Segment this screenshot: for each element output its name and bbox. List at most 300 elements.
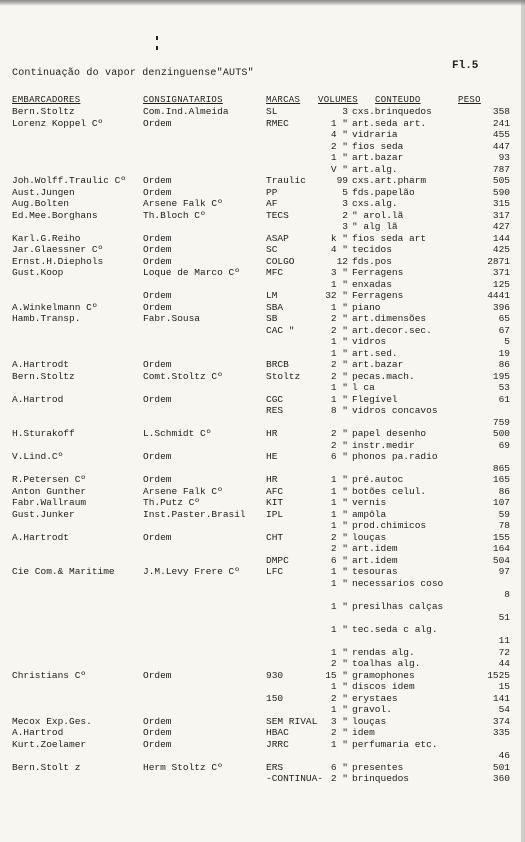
volumes-cell: 1 " xyxy=(330,152,348,163)
table-row xyxy=(0,187,525,198)
shipper-cell: Aust.Jungen xyxy=(12,186,75,198)
volumes-cell: 4 " xyxy=(330,129,348,140)
consignee-cell: Ordem xyxy=(143,531,172,543)
volumes-cell: 4 " xyxy=(330,244,348,255)
marks-cell: RES xyxy=(266,405,284,416)
marks-cell: AF xyxy=(266,198,278,209)
shipper-cell: A.Hartrodt xyxy=(12,531,70,543)
consignee-cell: Com.Ind.Almeida xyxy=(143,106,229,117)
weight-cell: 86 xyxy=(498,359,510,370)
volumes-cell: 2 " xyxy=(330,313,348,324)
table-row xyxy=(0,589,525,600)
consignee-cell: Ordem xyxy=(143,186,172,198)
weight-cell: 501 xyxy=(492,761,510,773)
contents-cell: louças xyxy=(352,531,387,543)
table-row xyxy=(0,152,525,163)
volumes-cell: 1 " xyxy=(330,704,348,715)
table-row xyxy=(0,543,525,554)
contents-cell: cxs.alg. xyxy=(352,198,398,209)
marks-cell: HBAC xyxy=(266,727,289,738)
marks-cell: CHT xyxy=(266,531,284,543)
contents-cell: art.dimensões xyxy=(352,313,427,324)
table-row xyxy=(0,106,525,117)
weight-cell: 65 xyxy=(498,313,510,324)
weight-cell: 44 xyxy=(498,658,510,669)
shipper-cell: H.Sturakoff xyxy=(12,428,75,439)
volumes-cell: V " xyxy=(330,163,348,175)
marks-cell: CAC " xyxy=(266,324,295,336)
table-row xyxy=(0,670,525,681)
volumes-cell: 8 " xyxy=(330,405,348,416)
consignee-cell: L.Schmidt Cº xyxy=(143,428,212,439)
contents-cell: pré.autoc xyxy=(352,474,404,485)
weight-cell: 164 xyxy=(492,543,510,554)
contents-cell: art.alg. xyxy=(352,163,398,175)
shipper-cell: Fabr.Wallraum xyxy=(12,497,87,508)
shipper-cell: R.Petersen Cº xyxy=(12,474,87,485)
volumes-cell: 5 xyxy=(342,186,348,198)
volumes-cell: 1 " xyxy=(330,382,348,393)
contents-cell: vernis xyxy=(352,497,387,508)
table-row xyxy=(0,256,525,267)
volumes-cell: 1 " xyxy=(330,681,348,692)
shipper-cell: V.Lind.Cº xyxy=(12,451,64,462)
weight-cell: 107 xyxy=(492,497,510,508)
contents-cell: gramophones xyxy=(352,669,415,681)
weight-cell: 51 xyxy=(498,612,510,623)
weight-cell: 46 xyxy=(498,750,510,761)
table-row xyxy=(0,647,525,658)
volumes-cell: 2 xyxy=(342,209,348,221)
contents-cell: brinquedos xyxy=(352,773,410,784)
contents-cell: " alg lã xyxy=(352,221,398,232)
marks-cell: BRCB xyxy=(266,359,289,370)
consignee-cell: Ordem xyxy=(143,244,172,255)
marks-cell: 930 xyxy=(266,669,284,681)
weight-cell: 141 xyxy=(492,692,510,704)
col-header-weight: PESO xyxy=(458,95,481,105)
weight-cell: 447 xyxy=(492,140,510,152)
col-header-contents: CONTEUDO xyxy=(375,95,421,105)
contents-cell: tesouras xyxy=(352,566,398,577)
marks-cell: HR xyxy=(266,428,278,439)
table-row xyxy=(0,175,525,186)
shipper-cell: Ernst.H.Diephols xyxy=(12,255,104,267)
consignee-cell: Inst.Paster.Brasil xyxy=(143,508,246,520)
shipper-cell: Karl.G.Reiho xyxy=(12,232,81,244)
contents-cell: vidros xyxy=(352,336,387,347)
table-row xyxy=(0,474,525,485)
volumes-cell: 6 " xyxy=(330,554,348,566)
table-row xyxy=(0,336,525,347)
volumes-cell: 1 " xyxy=(330,520,348,531)
consignee-cell: Ordem xyxy=(143,474,172,485)
volumes-cell: 2 " xyxy=(330,359,348,370)
marks-cell: ERS xyxy=(266,761,284,773)
table-row xyxy=(0,394,525,405)
consignee-cell: Fabr.Sousa xyxy=(143,313,201,324)
table-row xyxy=(0,210,525,221)
volumes-cell: 1 " xyxy=(330,508,348,520)
table-row xyxy=(0,348,525,359)
contents-cell: phonos pa.radio xyxy=(352,451,438,462)
volumes-cell: 2 " xyxy=(330,324,348,336)
table-row xyxy=(0,750,525,761)
volumes-cell: 2 " xyxy=(330,773,348,784)
weight-cell: 374 xyxy=(492,715,510,727)
volumes-cell: 2 " xyxy=(330,140,348,152)
contents-cell: Flegível xyxy=(352,393,398,405)
shipper-cell: Gust.Junker xyxy=(12,508,75,520)
table-row xyxy=(0,716,525,727)
volumes-cell: 2 " xyxy=(330,692,348,704)
weight-cell: 53 xyxy=(498,382,510,393)
shipper-cell: Hamb.Transp. xyxy=(12,313,81,324)
scan-mark xyxy=(156,46,158,50)
volumes-cell: 2 " xyxy=(330,439,348,451)
weight-cell: 865 xyxy=(492,462,510,474)
table-row xyxy=(0,693,525,704)
weight-cell: 787 xyxy=(492,163,510,175)
volumes-cell: 1 " xyxy=(330,600,348,612)
table-row xyxy=(0,773,525,784)
table-row xyxy=(0,302,525,313)
weight-cell: 371 xyxy=(492,267,510,278)
marks-cell: JRRC xyxy=(266,738,289,750)
table-row xyxy=(0,129,525,140)
table-row xyxy=(0,509,525,520)
shipper-cell: Joh.Wolff.Traulic Cº xyxy=(12,175,127,186)
contents-cell: art.decor.sec. xyxy=(352,324,432,336)
marks-cell: LFC xyxy=(266,566,284,577)
contents-cell: tecidos xyxy=(352,244,392,255)
contents-cell: cxs.art.pharm xyxy=(352,175,427,186)
consignee-cell: Ordem xyxy=(143,669,172,681)
table-row xyxy=(0,578,525,589)
table-row xyxy=(0,635,525,646)
weight-cell: 97 xyxy=(498,566,510,577)
marks-cell: -CONTINUA- xyxy=(266,773,324,784)
contents-cell: ampôla xyxy=(352,508,387,520)
consignee-cell: Ordem xyxy=(143,738,172,750)
table-row xyxy=(0,612,525,623)
contents-cell: art.idem xyxy=(352,543,398,554)
volumes-cell: 2 " xyxy=(330,370,348,382)
table-row xyxy=(0,417,525,428)
table-row xyxy=(0,198,525,209)
marks-cell: RMEC xyxy=(266,117,289,129)
table-row xyxy=(0,486,525,497)
marks-cell: SEM RIVAL xyxy=(266,715,318,727)
contents-cell: pecas.mach. xyxy=(352,370,415,382)
contents-cell: art.sed. xyxy=(352,347,398,359)
table-row xyxy=(0,463,525,474)
shipper-cell: Kurt.Zoelamer xyxy=(12,738,87,750)
contents-cell: idem xyxy=(352,727,375,738)
weight-cell: 59 xyxy=(498,508,510,520)
contents-cell: rendas alg. xyxy=(352,646,415,658)
contents-cell: discos idem xyxy=(352,681,415,692)
table-row xyxy=(0,244,525,255)
table-row xyxy=(0,221,525,232)
weight-cell: 165 xyxy=(492,474,510,485)
col-header-shipper: EMBARCADORES xyxy=(12,95,81,105)
weight-cell: 195 xyxy=(492,370,510,382)
weight-cell: 54 xyxy=(498,704,510,715)
consignee-cell: Ordem xyxy=(143,255,172,267)
volumes-cell: 1 " xyxy=(330,347,348,359)
volumes-cell: 1 " xyxy=(330,566,348,577)
consignee-cell: Ordem xyxy=(143,290,172,301)
weight-cell: 19 xyxy=(498,347,510,359)
shipper-cell: Cie Com.& Maritime xyxy=(12,566,115,577)
table-row xyxy=(0,279,525,290)
weight-cell: 241 xyxy=(492,117,510,129)
volumes-cell: 1 " xyxy=(330,336,348,347)
table-row xyxy=(0,566,525,577)
table-row xyxy=(0,762,525,773)
weight-cell: 358 xyxy=(492,106,510,117)
volumes-cell: 99 xyxy=(336,175,348,186)
marks-cell: HR xyxy=(266,474,278,485)
marks-cell: SBA xyxy=(266,301,284,313)
consignee-cell: Ordem xyxy=(143,727,172,738)
contents-cell: enxadas xyxy=(352,278,392,290)
table-row xyxy=(0,681,525,692)
document-header: Continuação do vapor denzinguense"AUTS" xyxy=(12,68,254,79)
table-row xyxy=(0,520,525,531)
shipper-cell: A.Hartrod xyxy=(12,393,64,405)
shipper-cell: Aug.Bolten xyxy=(12,198,70,209)
table-row xyxy=(0,371,525,382)
weight-cell: 455 xyxy=(492,129,510,140)
shipper-cell: A.Winkelmann Cº xyxy=(12,301,98,313)
contents-cell: art.seda art. xyxy=(352,117,427,129)
shipper-cell: A.Hartrod xyxy=(12,727,64,738)
weight-cell: 86 xyxy=(498,485,510,497)
table-row xyxy=(0,118,525,129)
weight-cell: 11 xyxy=(498,635,510,646)
contents-cell: gravol. xyxy=(352,704,392,715)
marks-cell: SL xyxy=(266,106,278,117)
weight-cell: 144 xyxy=(492,232,510,244)
marks-cell: CGC xyxy=(266,393,284,405)
consignee-cell: Comt.Stoltz Cº xyxy=(143,370,223,382)
scan-mark xyxy=(156,36,158,40)
contents-cell: art.bazar xyxy=(352,359,404,370)
table-row xyxy=(0,440,525,451)
contents-cell: l ca xyxy=(352,382,375,393)
weight-cell: 67 xyxy=(498,324,510,336)
contents-cell: tec.seda c alg. xyxy=(352,623,438,635)
volumes-cell: 1 " xyxy=(330,117,348,129)
consignee-cell: Ordem xyxy=(143,359,172,370)
weight-cell: 315 xyxy=(492,198,510,209)
shipper-cell: Gust.Koop xyxy=(12,267,64,278)
weight-cell: 335 xyxy=(492,727,510,738)
contents-cell: toalhas alg. xyxy=(352,658,421,669)
volumes-cell: 1 " xyxy=(330,301,348,313)
consignee-cell: Th.Bloch Cº xyxy=(143,209,206,221)
table-row xyxy=(0,325,525,336)
weight-cell: 427 xyxy=(492,221,510,232)
table-row xyxy=(0,601,525,612)
table-row xyxy=(0,704,525,715)
weight-cell: 155 xyxy=(492,531,510,543)
table-row xyxy=(0,382,525,393)
table-row xyxy=(0,497,525,508)
contents-cell: " arol.lã xyxy=(352,209,404,221)
shipper-cell: Anton Gunther xyxy=(12,485,87,497)
weight-cell: 8 xyxy=(504,589,510,600)
volumes-cell: 32 " xyxy=(325,290,348,301)
consignee-cell: J.M.Levy Frere Cº xyxy=(143,566,240,577)
table-row xyxy=(0,290,525,301)
volumes-cell: 3 xyxy=(342,106,348,117)
weight-cell: 759 xyxy=(492,416,510,428)
weight-cell: 505 xyxy=(492,175,510,186)
contents-cell: fds.papelão xyxy=(352,186,415,198)
weight-cell: 5 xyxy=(504,336,510,347)
weight-cell: 15 xyxy=(498,681,510,692)
volumes-cell: 2 " xyxy=(330,658,348,669)
consignee-cell: Ordem xyxy=(143,175,172,186)
marks-cell: DMPC xyxy=(266,554,289,566)
contents-cell: Ferragens xyxy=(352,267,404,278)
weight-cell: 4441 xyxy=(487,290,510,301)
marks-cell: COLGO xyxy=(266,255,295,267)
shipper-cell: Mecox Exp.Ges. xyxy=(12,715,92,727)
volumes-cell: 1 " xyxy=(330,577,348,589)
weight-cell: 317 xyxy=(492,209,510,221)
consignee-cell: Ordem xyxy=(143,393,172,405)
volumes-cell: 1 " xyxy=(330,738,348,750)
contents-cell: papel desenho xyxy=(352,428,427,439)
volumes-cell: 3 " xyxy=(330,267,348,278)
contents-cell: fds.pos xyxy=(352,255,392,267)
marks-cell: SC xyxy=(266,244,278,255)
volumes-cell: 3 xyxy=(342,198,348,209)
weight-cell: 69 xyxy=(498,439,510,451)
weight-cell: 396 xyxy=(492,301,510,313)
consignee-cell: Herm Stoltz Cº xyxy=(143,761,223,773)
scan-edge-top xyxy=(0,0,525,6)
table-row xyxy=(0,359,525,370)
volumes-cell: 2 " xyxy=(330,727,348,738)
volumes-cell: 1 " xyxy=(330,497,348,508)
marks-cell: SB xyxy=(266,313,278,324)
weight-cell: 500 xyxy=(492,428,510,439)
volumes-cell: 6 " xyxy=(330,451,348,462)
contents-cell: necessarios coso xyxy=(352,577,444,589)
contents-cell: erystaes xyxy=(352,692,398,704)
table-row xyxy=(0,405,525,416)
contents-cell: louças xyxy=(352,715,387,727)
contents-cell: piano xyxy=(352,301,381,313)
weight-cell: 78 xyxy=(498,520,510,531)
consignee-cell: Ordem xyxy=(143,117,172,129)
contents-cell: fios seda xyxy=(352,140,404,152)
volumes-cell: 1 " xyxy=(330,474,348,485)
table-row xyxy=(0,727,525,738)
table-row xyxy=(0,313,525,324)
col-header-volumes: VOLUMES xyxy=(318,95,358,105)
table-row xyxy=(0,739,525,750)
weight-cell: 72 xyxy=(498,646,510,658)
col-header-consignee: CONSIGNATARIOS xyxy=(143,95,223,105)
contents-cell: fios seda art xyxy=(352,232,427,244)
weight-cell: 360 xyxy=(492,773,510,784)
shipper-cell: Jar.Glaessner Cº xyxy=(12,244,104,255)
volumes-cell: 2 " xyxy=(330,543,348,554)
page-number: Fl.5 xyxy=(452,60,479,72)
marks-cell: HE xyxy=(266,451,278,462)
marks-cell: ASAP xyxy=(266,232,289,244)
consignee-cell: Ordem xyxy=(143,232,172,244)
table-row xyxy=(0,164,525,175)
contents-cell: instr.medir xyxy=(352,439,415,451)
marks-cell: LM xyxy=(266,290,278,301)
volumes-cell: 1 " xyxy=(330,278,348,290)
contents-cell: vidros concavos xyxy=(352,405,438,416)
weight-cell: 93 xyxy=(498,152,510,163)
col-header-marks: MARCAS xyxy=(266,95,301,105)
table-row xyxy=(0,267,525,278)
marks-cell: IPL xyxy=(266,508,284,520)
volumes-cell: 12 xyxy=(336,255,348,267)
contents-cell: presilhas calças xyxy=(352,600,444,612)
table-row xyxy=(0,658,525,669)
contents-cell: art.bazar xyxy=(352,152,404,163)
consignee-cell: Loque de Marco Cº xyxy=(143,267,240,278)
shipper-cell: Ed.Mee.Borghans xyxy=(12,209,98,221)
marks-cell: PP xyxy=(266,186,278,198)
volumes-cell: 1 " xyxy=(330,485,348,497)
consignee-cell: Ordem xyxy=(143,451,172,462)
marks-cell: KIT xyxy=(266,497,284,508)
contents-cell: presentes xyxy=(352,761,404,773)
shipper-cell: Bern.Stoltz xyxy=(12,370,75,382)
shipper-cell: Bern.Stoltz xyxy=(12,106,75,117)
volumes-cell: 15 " xyxy=(325,669,348,681)
volumes-cell: 2 " xyxy=(330,428,348,439)
table-row xyxy=(0,233,525,244)
volumes-cell: 1 " xyxy=(330,623,348,635)
marks-cell: 150 xyxy=(266,692,284,704)
contents-cell: perfumaria etc. xyxy=(352,738,438,750)
shipper-cell: Bern.Stolt z xyxy=(12,761,81,773)
weight-cell: 590 xyxy=(492,186,510,198)
marks-cell: Traulic xyxy=(266,175,306,186)
marks-cell: Stoltz xyxy=(266,370,301,382)
contents-cell: Ferragens xyxy=(352,290,404,301)
contents-cell: prod.chimicos xyxy=(352,520,427,531)
shipper-cell: A.Hartrodt xyxy=(12,359,70,370)
consignee-cell: Arsene Falk Cº xyxy=(143,198,223,209)
weight-cell: 61 xyxy=(498,393,510,405)
consignee-cell: Arsene Falk Cº xyxy=(143,485,223,497)
marks-cell: TECS xyxy=(266,209,289,221)
weight-cell: 2871 xyxy=(487,255,510,267)
shipper-cell: Christians Cº xyxy=(12,669,87,681)
consignee-cell: Ordem xyxy=(143,301,172,313)
table-row xyxy=(0,451,525,462)
weight-cell: 425 xyxy=(492,244,510,255)
volumes-cell: 1 " xyxy=(330,646,348,658)
volumes-cell: 3 xyxy=(342,221,348,232)
table-row xyxy=(0,428,525,439)
table-row xyxy=(0,141,525,152)
